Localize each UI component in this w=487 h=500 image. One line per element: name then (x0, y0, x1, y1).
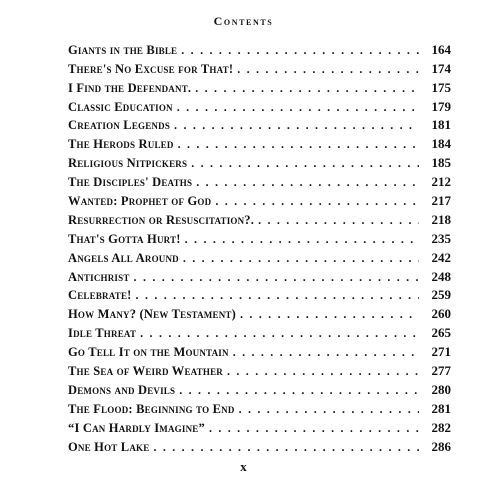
toc-entry (68, 436, 451, 455)
toc-entry (68, 398, 451, 417)
toc-entry-page-number: 282 (431, 419, 451, 435)
table-of-contents (68, 39, 451, 455)
toc-entry (68, 77, 451, 96)
toc-entry-page-number: 260 (431, 306, 451, 322)
toc-entry-title: That's Gotta Hurt! (68, 231, 181, 246)
dot-leader (174, 119, 419, 133)
toc-entry (68, 303, 451, 322)
toc-entry (68, 341, 451, 360)
dot-leader (195, 82, 419, 96)
toc-entry (68, 171, 451, 190)
dot-leader (179, 384, 419, 398)
toc-entry-page-number: 271 (431, 344, 451, 360)
toc-entry-title: How Many? (New Testament) (68, 307, 236, 322)
toc-entry-title: I Find the Defendant. (68, 80, 192, 95)
toc-entry (68, 379, 451, 398)
toc-entry-page-number: 164 (431, 41, 451, 57)
toc-entry-page-number: 175 (431, 79, 451, 95)
toc-entry-page-number: 235 (431, 230, 451, 246)
dot-leader (233, 346, 419, 360)
toc-entry (68, 209, 451, 228)
toc-entry-page-number: 286 (431, 438, 451, 454)
toc-entry (68, 152, 451, 171)
toc-entry-page-number: 242 (431, 249, 451, 265)
dot-leader (181, 44, 419, 58)
toc-entry (68, 133, 451, 152)
toc-entry-page-number: 277 (431, 363, 451, 379)
dot-leader (215, 195, 419, 209)
toc-entry-page-number: 265 (431, 325, 451, 341)
dot-leader (134, 271, 419, 285)
dot-leader (258, 214, 419, 228)
toc-entry (68, 322, 451, 341)
toc-entry (68, 39, 451, 58)
toc-entry-title: The Disciples' Deaths (68, 175, 193, 190)
dot-leader (209, 422, 419, 436)
toc-entry (68, 247, 451, 266)
toc-entry-page-number: 181 (431, 117, 451, 133)
toc-entry-page-number: 212 (431, 174, 451, 190)
dot-leader (140, 327, 419, 341)
toc-entry-page-number: 184 (431, 136, 451, 152)
dot-leader (239, 403, 419, 417)
toc-entry (68, 417, 451, 436)
toc-entry-page-number: 217 (431, 193, 451, 209)
toc-entry-page-number: 218 (431, 211, 451, 227)
toc-entry-page-number: 174 (431, 60, 451, 76)
toc-entry-page-number: 280 (431, 381, 451, 397)
toc-entry-title: One Hot Lake (68, 439, 150, 454)
toc-entry-title: Wanted: Prophet of God (68, 194, 212, 209)
toc-entry-title: Go Tell It on the Mountain (68, 345, 229, 360)
dot-leader (185, 233, 419, 247)
toc-entry-title: The Flood: Beginning to End (68, 401, 235, 416)
toc-entry (68, 285, 451, 304)
toc-entry-title: Angels All Around (68, 250, 179, 265)
dot-leader (183, 252, 419, 266)
toc-entry-title: Antichrist (68, 269, 130, 284)
toc-entry-title: Religious Nitpickers (68, 156, 188, 171)
toc-entry (68, 360, 451, 379)
dot-leader (191, 157, 419, 171)
toc-entry (68, 96, 451, 115)
dot-leader (153, 441, 419, 455)
toc-entry-title: Classic Education (68, 99, 173, 114)
toc-entry-title: Celebrate! (68, 288, 132, 303)
toc-entry-title: Creation Legends (68, 118, 171, 133)
dot-leader (240, 308, 419, 322)
toc-entry (68, 190, 451, 209)
contents-heading: Contents (213, 14, 274, 28)
dot-leader (177, 101, 419, 115)
dot-leader (237, 63, 419, 77)
dot-leader (196, 176, 419, 190)
toc-entry-title: The Herods Ruled (68, 137, 174, 152)
page-folio: x (240, 459, 247, 474)
toc-entry-page-number: 281 (431, 400, 451, 416)
toc-entry-title: There's No Excuse for That! (68, 61, 234, 76)
toc-entry-title: Resurrection or Resuscitation?. (68, 212, 255, 227)
toc-entry (68, 266, 451, 285)
toc-entry (68, 58, 451, 77)
toc-entry-title: Idle Threat (68, 326, 137, 341)
dot-leader (178, 138, 419, 152)
toc-entry-title: Giants in the Bible (68, 42, 178, 57)
toc-entry-page-number: 259 (431, 287, 451, 303)
dot-leader (136, 289, 419, 303)
toc-entry (68, 228, 451, 247)
toc-entry (68, 115, 451, 134)
toc-entry-page-number: 185 (431, 155, 451, 171)
toc-entry-title: Demons and Devils (68, 382, 176, 397)
toc-entry-page-number: 179 (431, 98, 451, 114)
toc-entry-page-number: 248 (431, 268, 451, 284)
toc-entry-title: “I Can Hardly Imagine” (68, 420, 205, 435)
toc-entry-title: The Sea of Weird Weather (68, 364, 223, 379)
dot-leader (227, 365, 419, 379)
